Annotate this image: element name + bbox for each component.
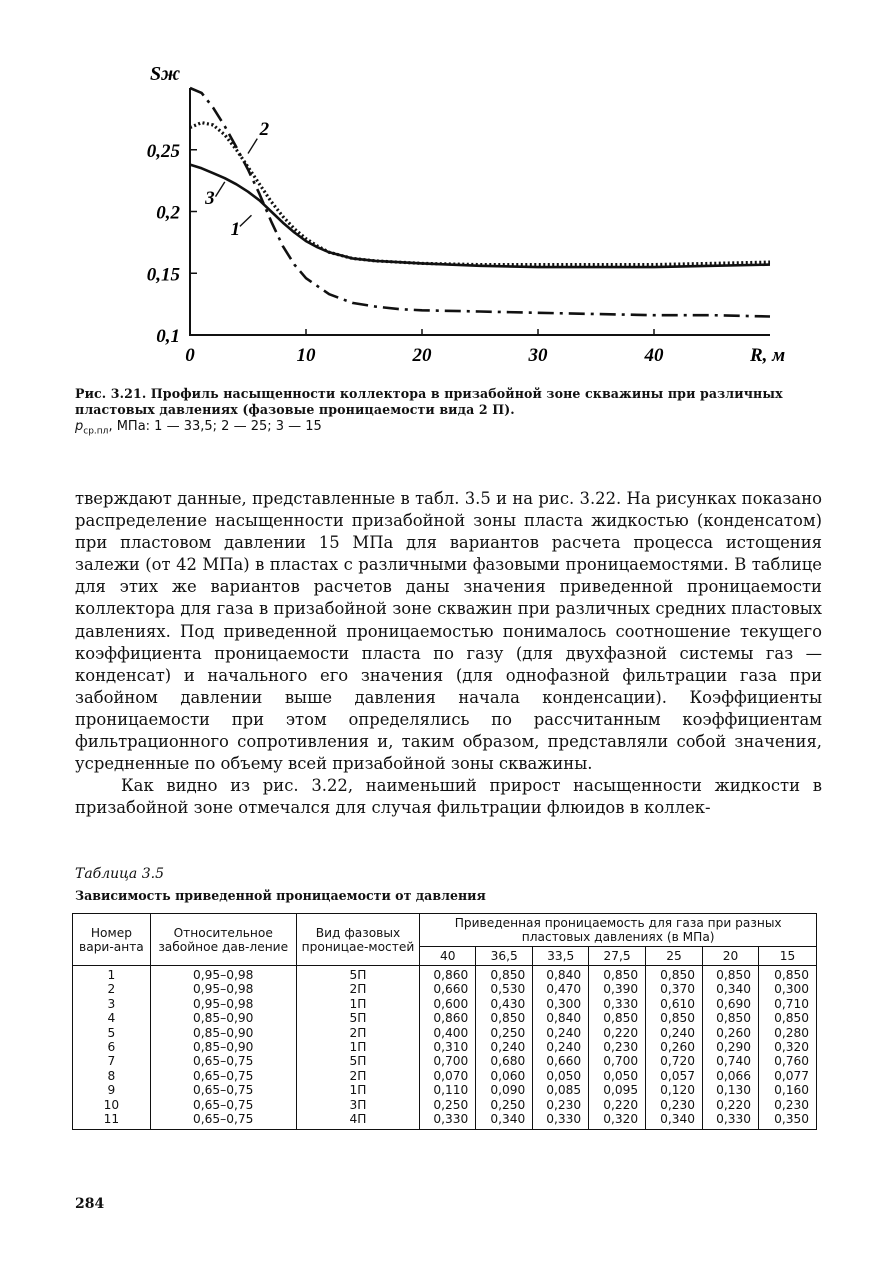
bottomhole-pressure-cell: 0,65–0,75	[150, 1083, 296, 1097]
permeability-value-cell: 0,070	[420, 1069, 476, 1083]
permeability-value-cell: 0,320	[589, 1112, 646, 1130]
header-variant: Номер вари-анта	[73, 914, 151, 966]
table-row	[73, 982, 817, 996]
permeability-value-cell: 0,220	[589, 1098, 646, 1112]
table-label: Таблица 3.5	[75, 866, 164, 882]
phase-permeability-cell: 2П	[296, 1026, 420, 1040]
permeability-value-cell: 0,860	[420, 966, 476, 983]
series-line-3	[190, 165, 770, 268]
permeability-value-cell: 0,370	[646, 982, 703, 996]
body-text	[75, 488, 822, 819]
permeability-value-cell: 0,700	[420, 1054, 476, 1068]
chart-ticks	[147, 63, 785, 366]
permeability-value-cell: 0,600	[420, 997, 476, 1011]
header-phase-permeability: Вид фазовых проницае-мостей	[296, 914, 420, 966]
permeability-value-cell: 0,340	[703, 982, 759, 996]
permeability-value-cell: 0,330	[703, 1112, 759, 1130]
y-tick-label: 0,15	[146, 264, 180, 286]
permeability-value-cell: 0,850	[589, 1011, 646, 1025]
permeability-value-cell: 0,850	[646, 966, 703, 983]
chart-series	[190, 88, 770, 317]
bottomhole-pressure-cell: 0,95–0,98	[150, 982, 296, 996]
table-row	[73, 1054, 817, 1068]
permeability-value-cell: 0,250	[476, 1098, 533, 1112]
header-pressure: 20	[703, 947, 759, 966]
phase-permeability-cell: 5П	[296, 1011, 420, 1025]
figure-legend	[75, 419, 825, 440]
x-axis-label: R, м	[750, 345, 786, 366]
permeability-value-cell: 0,230	[533, 1098, 589, 1112]
variant-number-cell: 10	[73, 1098, 151, 1112]
permeability-value-cell: 0,057	[646, 1069, 703, 1083]
table-row	[73, 1112, 817, 1130]
series-line-1	[190, 88, 770, 317]
permeability-value-cell: 0,120	[646, 1083, 703, 1097]
permeability-value-cell: 0,690	[703, 997, 759, 1011]
permeability-value-cell: 0,060	[476, 1069, 533, 1083]
permeability-value-cell: 0,760	[758, 1054, 816, 1068]
curve-label: 3	[205, 188, 215, 210]
bottomhole-pressure-cell: 0,65–0,75	[150, 1098, 296, 1112]
legend-symbol: p	[75, 419, 84, 434]
table-row	[73, 997, 817, 1011]
permeability-value-cell: 0,230	[589, 1040, 646, 1054]
saturation-profile-chart	[120, 60, 786, 370]
header-reduced-permeability: Приведенная проницаемость для газа при разных пластовых давлениях (в МПа)	[420, 914, 817, 947]
permeability-value-cell: 0,430	[476, 997, 533, 1011]
permeability-value-cell: 0,130	[703, 1083, 759, 1097]
x-tick-label: 0	[185, 345, 195, 366]
bottomhole-pressure-cell: 0,95–0,98	[150, 966, 296, 983]
permeability-value-cell: 0,340	[646, 1112, 703, 1130]
legend-text: , МПа: 1 — 33,5; 2 — 25; 3 — 15	[108, 419, 322, 434]
permeability-value-cell: 0,660	[420, 982, 476, 996]
permeability-value-cell: 0,530	[476, 982, 533, 996]
permeability-value-cell: 0,850	[758, 966, 816, 983]
page-number: 284	[75, 1196, 105, 1212]
phase-permeability-cell: 2П	[296, 982, 420, 996]
header-pressure: 40	[420, 947, 476, 966]
table-title: Зависимость приведенной проницаемости от давления	[75, 888, 486, 903]
paragraph-2: Как видно из рис. 3.22, наименьший прирост насыщенности жидкости в призабойной зоне отмечался для случая фильтрации флюидов в коллек-	[75, 776, 822, 818]
table-row	[73, 1098, 817, 1112]
y-tick-label: 0,2	[156, 202, 180, 224]
figure-caption	[75, 386, 825, 440]
header-pressure: 15	[758, 947, 816, 966]
header-bottomhole-pressure: Относительное забойное дав-ление	[150, 914, 296, 966]
permeability-value-cell: 0,090	[476, 1083, 533, 1097]
permeability-value-cell: 0,720	[646, 1054, 703, 1068]
legend-symbol-subscript: ср.пл	[83, 426, 109, 437]
table-body	[73, 966, 817, 1130]
permeability-value-cell: 0,320	[758, 1040, 816, 1054]
permeability-value-cell: 0,330	[420, 1112, 476, 1130]
permeability-value-cell: 0,350	[758, 1112, 816, 1130]
permeability-value-cell: 0,680	[476, 1054, 533, 1068]
variant-number-cell: 9	[73, 1083, 151, 1097]
permeability-value-cell: 0,110	[420, 1083, 476, 1097]
permeability-value-cell: 0,850	[589, 966, 646, 983]
header-pressure: 33,5	[533, 947, 589, 966]
permeability-value-cell: 0,400	[420, 1026, 476, 1040]
phase-permeability-cell: 4П	[296, 1112, 420, 1130]
x-tick-label: 40	[644, 345, 664, 366]
curve-label: 1	[230, 218, 241, 240]
permeability-value-cell: 0,250	[420, 1098, 476, 1112]
phase-permeability-cell: 5П	[296, 966, 420, 983]
permeability-value-cell: 0,340	[476, 1112, 533, 1130]
bottomhole-pressure-cell: 0,65–0,75	[150, 1069, 296, 1083]
y-axis-label: Sж	[150, 63, 181, 85]
table-row	[73, 1040, 817, 1054]
permeability-value-cell: 0,240	[476, 1040, 533, 1054]
curve-label-leader	[248, 139, 257, 154]
permeability-value-cell: 0,230	[758, 1098, 816, 1112]
permeability-value-cell: 0,280	[758, 1026, 816, 1040]
permeability-value-cell: 0,610	[646, 997, 703, 1011]
table-row	[73, 1011, 817, 1025]
permeability-value-cell: 0,860	[420, 1011, 476, 1025]
series-line-2	[190, 123, 770, 265]
table-row	[73, 966, 817, 983]
variant-number-cell: 5	[73, 1026, 151, 1040]
header-pressure: 27,5	[589, 947, 646, 966]
variant-number-cell: 11	[73, 1112, 151, 1130]
permeability-value-cell: 0,710	[758, 997, 816, 1011]
curve-label: 2	[259, 118, 270, 140]
permeability-value-cell: 0,095	[589, 1083, 646, 1097]
header-pressure: 36,5	[476, 947, 533, 966]
permeability-value-cell: 0,850	[758, 1011, 816, 1025]
permeability-value-cell: 0,240	[533, 1040, 589, 1054]
phase-permeability-cell: 3П	[296, 1098, 420, 1112]
bottomhole-pressure-cell: 0,85–0,90	[150, 1040, 296, 1054]
permeability-value-cell: 0,740	[703, 1054, 759, 1068]
bottomhole-pressure-cell: 0,85–0,90	[150, 1026, 296, 1040]
variant-number-cell: 4	[73, 1011, 151, 1025]
variant-number-cell: 8	[73, 1069, 151, 1083]
curve-label-leader	[240, 215, 252, 226]
phase-permeability-cell: 2П	[296, 1069, 420, 1083]
permeability-value-cell: 0,240	[646, 1026, 703, 1040]
x-tick-label: 10	[296, 345, 316, 366]
permeability-value-cell: 0,050	[533, 1069, 589, 1083]
variant-number-cell: 2	[73, 982, 151, 996]
paragraph-1: тверждают данные, представленные в табл. 3.5 и на рис. 3.22. На рисунках показано распределение насыщенности призабойной зоны пласта жидкостью (конденсатом) при пластовом давлении 15 МПа для вариантов расчета процесса истощения залежи (от 42 МПа) в пластах с различными фазовыми проницаемостями. В таблице для этих же вариантов расчетов даны значения приведенной проницаемости коллектора для газа в призабойной зоне скважин при различных средних пластовых давлениях. Под приведенной проницаемостью понималось соотношение текущего коэффициента проницаемости пласта по газу (для двухфазной системы газ — конденсат) и начального его значения (для однофазной фильтрации газа при забойном давлении выше давления начала конденсации). Коэффициенты проницаемости при этом определялись по рассчитанным коэффициентам фильтрационного сопротивления и, таким образом, представляли собой значения, усредненные по объему всей призабойной зоны скважины.	[75, 489, 822, 774]
permeability-value-cell: 0,300	[758, 982, 816, 996]
variant-number-cell: 1	[73, 966, 151, 983]
permeability-value-cell: 0,077	[758, 1069, 816, 1083]
variant-number-cell: 7	[73, 1054, 151, 1068]
permeability-value-cell: 0,310	[420, 1040, 476, 1054]
header-pressure: 25	[646, 947, 703, 966]
chart-axes	[189, 88, 770, 336]
permeability-value-cell: 0,330	[533, 1112, 589, 1130]
variant-number-cell: 6	[73, 1040, 151, 1054]
chart-curve-labels	[204, 119, 270, 240]
phase-permeability-cell: 1П	[296, 1040, 420, 1054]
figure-title: Рис. 3.21. Профиль насыщенности коллектора в призабойной зоне скважины при различных пластовых давлениях (фазовые проницаемости вида 2 П).	[75, 386, 783, 417]
permeability-value-cell: 0,085	[533, 1083, 589, 1097]
permeability-value-cell: 0,470	[533, 982, 589, 996]
permeability-value-cell: 0,390	[589, 982, 646, 996]
permeability-value-cell: 0,220	[703, 1098, 759, 1112]
permeability-value-cell: 0,300	[533, 997, 589, 1011]
permeability-value-cell: 0,050	[589, 1069, 646, 1083]
permeability-value-cell: 0,240	[533, 1026, 589, 1040]
permeability-value-cell: 0,850	[703, 1011, 759, 1025]
permeability-value-cell: 0,660	[533, 1054, 589, 1068]
permeability-value-cell: 0,250	[476, 1026, 533, 1040]
y-tick-label: 0,1	[156, 326, 180, 347]
phase-permeability-cell: 1П	[296, 1083, 420, 1097]
permeability-value-cell: 0,220	[589, 1026, 646, 1040]
table-row	[73, 1026, 817, 1040]
permeability-value-cell: 0,850	[646, 1011, 703, 1025]
bottomhole-pressure-cell: 0,65–0,75	[150, 1112, 296, 1130]
bottomhole-pressure-cell: 0,85–0,90	[150, 1011, 296, 1025]
variant-number-cell: 3	[73, 997, 151, 1011]
phase-permeability-cell: 1П	[296, 997, 420, 1011]
curve-label-leader	[216, 182, 225, 197]
permeability-value-cell: 0,290	[703, 1040, 759, 1054]
bottomhole-pressure-cell: 0,95–0,98	[150, 997, 296, 1011]
permeability-value-cell: 0,850	[476, 966, 533, 983]
y-tick-label: 0,25	[146, 140, 180, 162]
permeability-value-cell: 0,066	[703, 1069, 759, 1083]
permeability-value-cell: 0,160	[758, 1083, 816, 1097]
permeability-value-cell: 0,840	[533, 1011, 589, 1025]
permeability-value-cell: 0,330	[589, 997, 646, 1011]
permeability-table	[72, 913, 817, 1130]
phase-permeability-cell: 5П	[296, 1054, 420, 1068]
table-row	[73, 1069, 817, 1083]
x-tick-label: 30	[528, 345, 548, 366]
permeability-value-cell: 0,230	[646, 1098, 703, 1112]
permeability-value-cell: 0,850	[703, 966, 759, 983]
bottomhole-pressure-cell: 0,65–0,75	[150, 1054, 296, 1068]
x-tick-label: 20	[412, 345, 432, 366]
table-row	[73, 1083, 817, 1097]
permeability-value-cell: 0,850	[476, 1011, 533, 1025]
permeability-value-cell: 0,700	[589, 1054, 646, 1068]
permeability-value-cell: 0,840	[533, 966, 589, 983]
permeability-value-cell: 0,260	[703, 1026, 759, 1040]
permeability-value-cell: 0,260	[646, 1040, 703, 1054]
